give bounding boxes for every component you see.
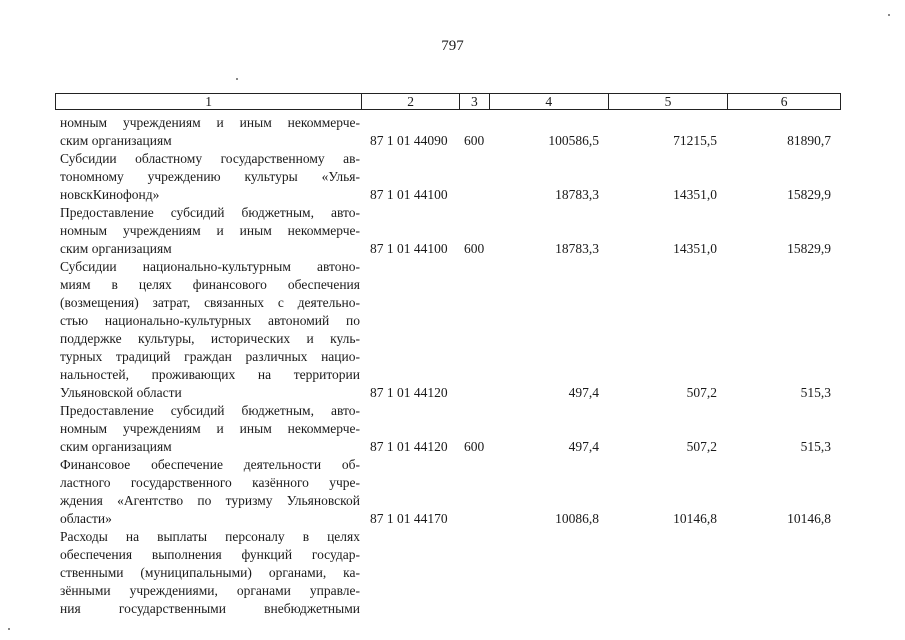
description-line: (возмещения) затрат, связанных с деятельно- [60,295,360,310]
scan-speck [888,14,890,16]
row-code: 87 1 01 44090 [370,133,448,148]
row-value-col4: 18783,3 [555,241,599,256]
row-value-col5: 71215,5 [673,133,717,148]
page-number: 797 [441,38,464,54]
table-row [60,402,850,456]
row-expense-type: 600 [464,439,485,454]
row-expense-type: 600 [464,241,485,256]
row-description [60,204,360,258]
row-value-col5: 507,2 [686,439,717,454]
description-line: номным учреждениям и иным некоммерче- [60,421,360,436]
row-description [60,456,360,528]
row-value-col4: 18783,3 [555,187,599,202]
description-line: Расходы на выплаты персоналу в целях [60,529,360,544]
description-line: Предоставление субсидий бюджетным, авто- [60,205,360,220]
description-line: Предоставление субсидий бюджетным, авто- [60,403,360,418]
row-value-col4: 497,4 [568,439,599,454]
table-row [60,204,850,258]
row-code: 87 1 01 44100 [370,241,448,256]
row-value-col6: 10146,8 [787,511,831,526]
description-line: номным учреждениям и иным некоммерче- [60,115,360,130]
row-code: 87 1 01 44120 [370,439,448,454]
description-line: обеспечения выполнения функций государ- [60,547,360,562]
column-header-4: 4 [490,94,609,109]
row-description [60,402,360,456]
column-header-2: 2 [362,94,460,109]
row-code: 87 1 01 44120 [370,385,448,400]
description-line: стью национально-культурных автономий по [60,313,360,328]
row-description [60,114,360,150]
description-line: ским организациям [60,133,172,148]
row-value-col5: 507,2 [686,385,717,400]
table-row [60,258,850,402]
row-value-col5: 14351,0 [673,187,717,202]
row-value-col5: 10146,8 [673,511,717,526]
description-line: зёнными учреждениями, органами управле- [60,583,360,598]
table-row [60,528,850,618]
description-line: ственными (муниципальными) органами, ка- [60,565,360,580]
row-expense-type: 600 [464,133,485,148]
description-line: номным учреждениям и иным некоммерче- [60,223,360,238]
row-description [60,258,360,402]
description-line: новскКинофонд» [60,187,160,202]
description-line: ждения «Агентство по туризму Ульяновской [60,493,360,508]
row-description [60,528,360,618]
table-row [60,150,850,204]
row-value-col6: 515,3 [800,439,831,454]
column-header-6: 6 [780,94,788,109]
description-line: Финансовое обеспечение деятельности об- [60,457,360,472]
row-value-col6: 15829,9 [787,187,831,202]
description-line: нальностей, проживающих на территории [60,367,360,382]
description-line: ния государственными внебюджетными [60,601,360,616]
description-line: ским организациям [60,439,172,454]
description-line: Субсидии областному государственному ав- [60,151,360,166]
row-value-col6: 81890,7 [787,133,831,148]
row-value-col6: 515,3 [800,385,831,400]
column-header-1: 1 [56,94,362,109]
column-header-5: 5 [609,94,729,109]
row-value-col4: 100586,5 [548,133,599,148]
description-line: турных традиций граждан различных нацио- [60,349,360,364]
table-row [60,456,850,528]
scan-speck [8,628,10,630]
scan-speck [236,78,238,80]
row-description [60,150,360,204]
row-code: 87 1 01 44170 [370,511,448,526]
description-line: тономному учреждению культуры «Улья- [60,169,360,184]
table-header [55,93,841,110]
description-line: ластного государственного казённого учре- [60,475,360,490]
row-value-col6: 15829,9 [787,241,831,256]
column-header-3: 3 [460,94,490,109]
description-line: поддержке культуры, исторических и куль- [60,331,360,346]
row-value-col5: 14351,0 [673,241,717,256]
row-value-col4: 497,4 [568,385,599,400]
description-line: области» [60,511,112,526]
description-line: Субсидии национально-культурным автоно- [60,259,360,274]
description-line: миям в целях финансового обеспечения [60,277,360,292]
row-value-col4: 10086,8 [555,511,599,526]
description-line: ским организациям [60,241,172,256]
table-body [60,114,850,618]
table-row [60,114,850,150]
description-line: Ульяновской области [60,385,182,400]
row-code: 87 1 01 44100 [370,187,448,202]
